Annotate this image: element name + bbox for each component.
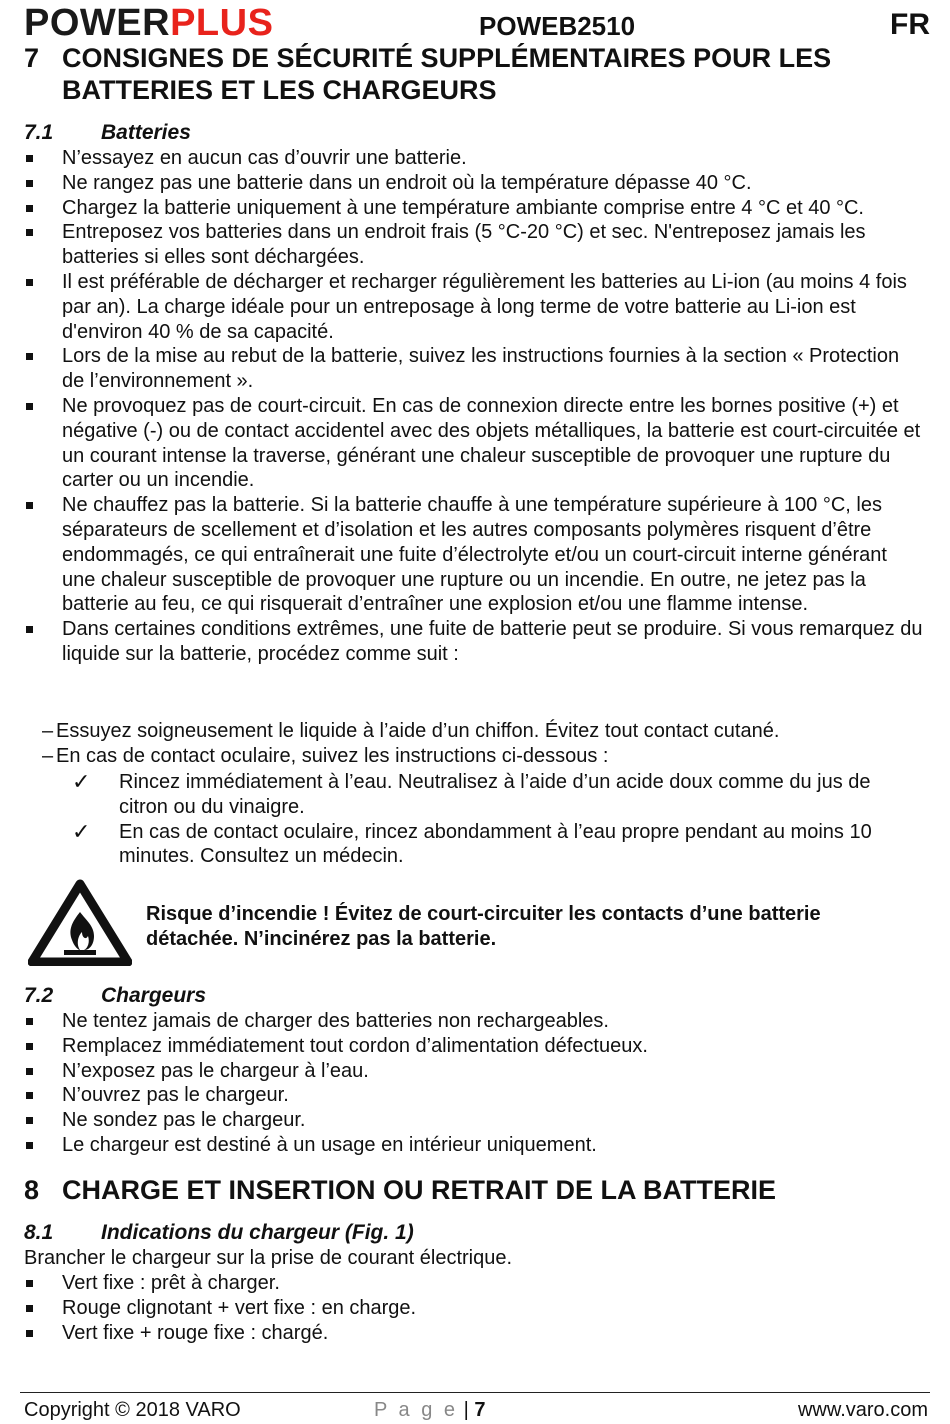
list-item: Vert fixe : prêt à charger. <box>24 1271 924 1296</box>
square-bullet-icon <box>26 1043 33 1050</box>
footer-divider <box>20 1392 930 1393</box>
square-bullet-icon <box>26 403 33 410</box>
list-item: Rouge clignotant + vert fixe : en charge. <box>24 1296 924 1321</box>
square-bullet-icon <box>26 205 33 212</box>
list-item: Ne provoquez pas de court-circuit. En cas de connexion directe entre les bornes positive (+) et négative (-) ou de contact accidentel avec des objets métalliques, la batterie est court-circuitée et un courant intense la traverse, générant une chaleur susceptible de provoquer une rupture du carter ou un incendie. <box>24 394 924 493</box>
section-title-line2: BATTERIES ET LES CHARGEURS <box>62 75 497 105</box>
section-title: CHARGE ET INSERTION OU RETRAIT DE LA BATTERIE <box>62 1175 777 1205</box>
square-bullet-icon <box>26 155 33 162</box>
charger-safety-list <box>24 1009 924 1158</box>
dash-marker: – <box>42 720 54 742</box>
list-item: Vert fixe + rouge fixe : chargé. <box>24 1321 924 1346</box>
square-bullet-icon <box>26 1018 33 1025</box>
page-number: 7 <box>474 1399 486 1421</box>
fire-hazard-warning-icon <box>28 878 132 966</box>
square-bullet-icon <box>26 229 33 236</box>
eye-contact-list <box>72 770 912 869</box>
battery-safety-list <box>24 146 924 667</box>
list-item: Ne sondez pas le chargeur. <box>24 1108 924 1133</box>
page-label: P a g e <box>374 1399 459 1421</box>
copyright-text: Copyright © 2018 VARO <box>24 1399 241 1421</box>
square-bullet-icon <box>26 279 33 286</box>
checkmark-icon: ✓ <box>72 818 91 844</box>
subsection-title: Chargeurs <box>101 984 207 1007</box>
charger-indicator-list <box>24 1271 924 1345</box>
subsection-number: 8.1 <box>24 1221 54 1244</box>
subsection-title: Indications du chargeur (Fig. 1) <box>101 1221 414 1244</box>
list-item: Ne rangez pas une batterie dans un endroit où la température dépasse 40 °C. <box>24 171 924 196</box>
square-bullet-icon <box>26 1117 33 1124</box>
page-footer <box>24 1397 928 1423</box>
section-title-line1: CONSIGNES DE SÉCURITÉ SUPPLÉMENTAIRES POUR LES <box>62 43 832 73</box>
list-item: Lors de la mise au rebut de la batterie, suivez les instructions fournies à la section « Protection de l’environnement ». <box>24 344 924 394</box>
section-number: 7 <box>24 43 40 73</box>
powerplus-logo <box>24 2 273 44</box>
subsection-number: 7.2 <box>24 984 54 1007</box>
square-bullet-icon <box>26 1305 33 1312</box>
square-bullet-icon <box>26 1142 33 1149</box>
dash-item: – Essuyez soigneusement le liquide à l’aide d’un chiffon. Évitez tout contact cutané. <box>42 720 780 742</box>
fire-warning-text: Risque d’incendie ! Évitez de court-circuiter les contacts d’une batterie détachée. N’incinérez pas la batterie. <box>146 903 821 950</box>
website-link[interactable]: www.varo.com <box>797 1399 928 1421</box>
square-bullet-icon <box>26 626 33 633</box>
subsection-title: Batteries <box>101 121 191 144</box>
leak-procedure-list <box>42 719 922 769</box>
square-bullet-icon <box>26 1092 33 1099</box>
list-item: N’ouvrez pas le chargeur. <box>24 1083 924 1108</box>
list-item: Ne chauffez pas la batterie. Si la batterie chauffe à une température supérieure à 100 °C, les séparateurs de scellement et d’isolation et les autres composants polymères risquent d’être endommagés, ce qui entraînerait une fuite d’électrolyte et/ou un court-circuit interne générant une chaleur susceptible de provoquer une rupture ou un incendie. En outre, ne jetez pas la batterie au feu, ce qui risquerait d’entraîner une explosion et/ou une flamme intense. <box>24 493 924 617</box>
list-item: Dans certaines conditions extrêmes, une fuite de batterie peut se produire. Si vous remarquez du liquide sur la batterie, procédez comme suit : <box>24 617 924 667</box>
list-item: N’essayez en aucun cas d’ouvrir une batterie. <box>24 146 924 171</box>
square-bullet-icon <box>26 1330 33 1337</box>
logo-power: POWER <box>24 2 171 44</box>
list-item: N’exposez pas le chargeur à l’eau. <box>24 1059 924 1084</box>
square-bullet-icon <box>26 1068 33 1075</box>
square-bullet-icon <box>26 1280 33 1287</box>
subsection-number: 7.1 <box>24 121 54 144</box>
charger-intro-text: Brancher le chargeur sur la prise de courant électrique. <box>24 1247 513 1269</box>
model-number: POWEB2510 <box>479 11 636 41</box>
checkmark-icon: ✓ <box>72 769 91 794</box>
dash-item: – En cas de contact oculaire, suivez les instructions ci-dessous : <box>42 744 609 767</box>
section-7-heading <box>24 42 924 108</box>
page-separator: | <box>458 1399 475 1421</box>
check-item: ✓ En cas de contact oculaire, rincez abondamment à l’eau propre pendant au moins 10 minutes. Consultez un médecin. <box>72 818 872 868</box>
list-item: Le chargeur est destiné à un usage en intérieur uniquement. <box>24 1133 924 1158</box>
list-item: Chargez la batterie uniquement à une température ambiante comprise entre 4 °C et 40 °C. <box>24 196 924 221</box>
square-bullet-icon <box>26 353 33 360</box>
page-indicator <box>374 1397 485 1423</box>
logo-plus: PLUS <box>170 2 274 44</box>
language-code: FR <box>890 8 930 41</box>
check-item: ✓ Rincez immédiatement à l’eau. Neutralisez à l’aide d’un acide doux comme du jus de citron ou du vinaigre. <box>72 769 871 818</box>
list-item: Remplacez immédiatement tout cordon d’alimentation défectueux. <box>24 1034 924 1059</box>
section-8-heading <box>24 1174 924 1208</box>
square-bullet-icon <box>26 502 33 509</box>
page-header <box>24 2 930 44</box>
list-item: Il est préférable de décharger et recharger régulièrement les batteries au Li-ion (au moins 4 fois par an). La charge idéale pour un entreposage à long terme de votre batterie au Li-ion est d'environ 40 % de sa capacité. <box>24 270 924 344</box>
list-item: Ne tentez jamais de charger des batteries non rechargeables. <box>24 1009 924 1034</box>
square-bullet-icon <box>26 180 33 187</box>
list-item: Entreposez vos batteries dans un endroit frais (5 °C-20 °C) et sec. N'entreposez jamais les batteries si elles sont déchargées. <box>24 220 924 270</box>
section-number: 8 <box>24 1175 40 1205</box>
dash-marker: – <box>42 744 54 767</box>
